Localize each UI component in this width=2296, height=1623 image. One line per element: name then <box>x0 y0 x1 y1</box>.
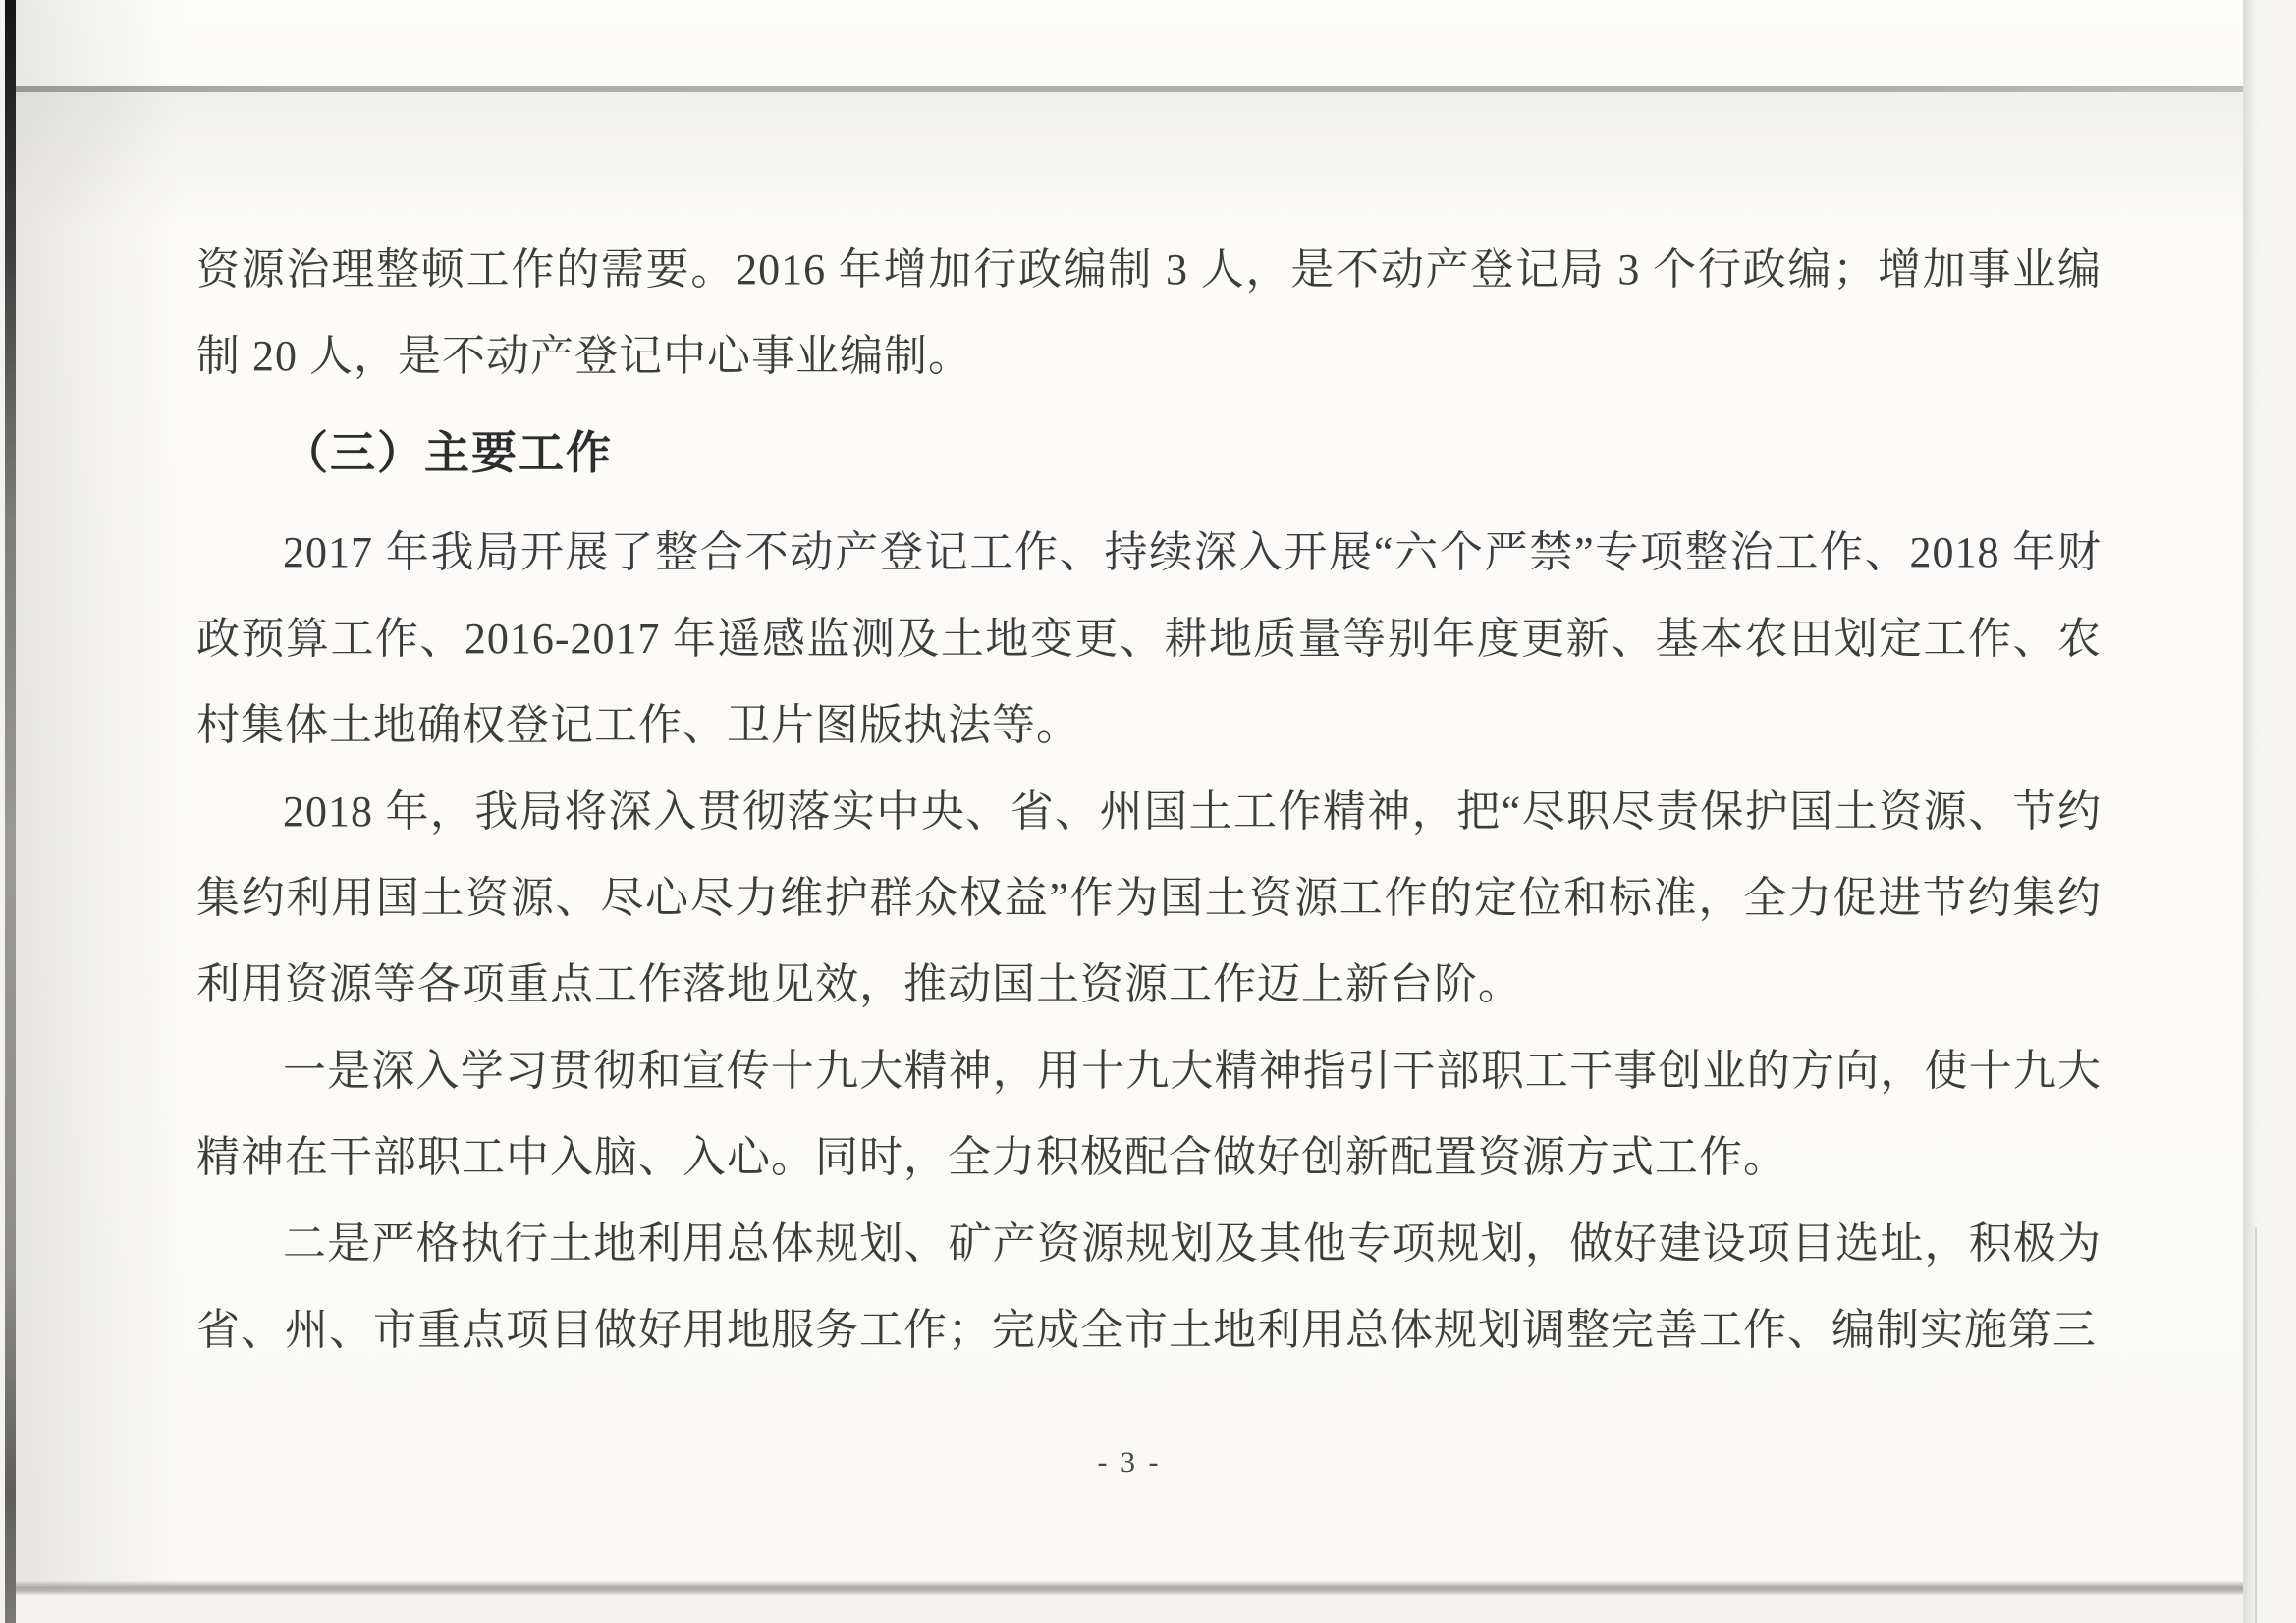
left-edge-shadow <box>16 0 183 1585</box>
paragraph-point-two: 二是严格执行土地利用总体规划、矿产资源规划及其他专项规划，做好建设项目选址，积极为省、州、市重点项目做好用地服务工作；完成全市土地利用总体规划调整完善工作、编制实施第三 <box>196 1219 2102 1354</box>
paragraph-2018-plan: 2018 年，我局将深入贯彻落实中央、省、州国土工作精神，把“尽职尽责保护国土资源、节约集约利用国土资源、尽心尽力维护群众权益”作为国土资源工作的定位和标准，全力促进节约集约利用资源等各项重点工作落地见效，推动国土资源工作迈上新台阶。 <box>196 787 2102 1008</box>
binding-shadow-bar <box>5 0 16 1623</box>
page-number: - 3 - <box>1097 1446 1162 1479</box>
paragraph-2017-work-summary: 2017 年我局开展了整合不动产登记工作、持续深入开展“六个严禁”专项整治工作、2018 年财政预算工作、2016-2017 年遥感监测及土地变更、耕地质量等别年度更新、基本农田划定工作、农村集体土地确权登记工作、卫片图版执法等。 <box>196 528 2102 749</box>
scanner-seam-line <box>2255 1227 2257 1623</box>
paragraph-continuation: 资源治理整顿工作的需要。2016 年增加行政编制 3 人，是不动产登记局 3 个行政编；增加事业编制 20 人，是不动产登记中心事业编制。 <box>196 245 2102 380</box>
bottom-edge-shadow <box>16 1581 2243 1595</box>
section-heading: （三）主要工作 <box>283 427 613 478</box>
underlying-page-edge <box>2243 0 2296 1623</box>
paragraph-point-one: 一是深入学习贯彻和宣传十九大精神，用十九大精神指引干部职工干事创业的方向，使十九大精神在干部职工中入脑、入心。同时，全力积极配合做好创新配置资源方式工作。 <box>196 1047 2102 1181</box>
document-body <box>196 227 2102 1374</box>
fold-shadow-wash <box>16 92 2243 230</box>
